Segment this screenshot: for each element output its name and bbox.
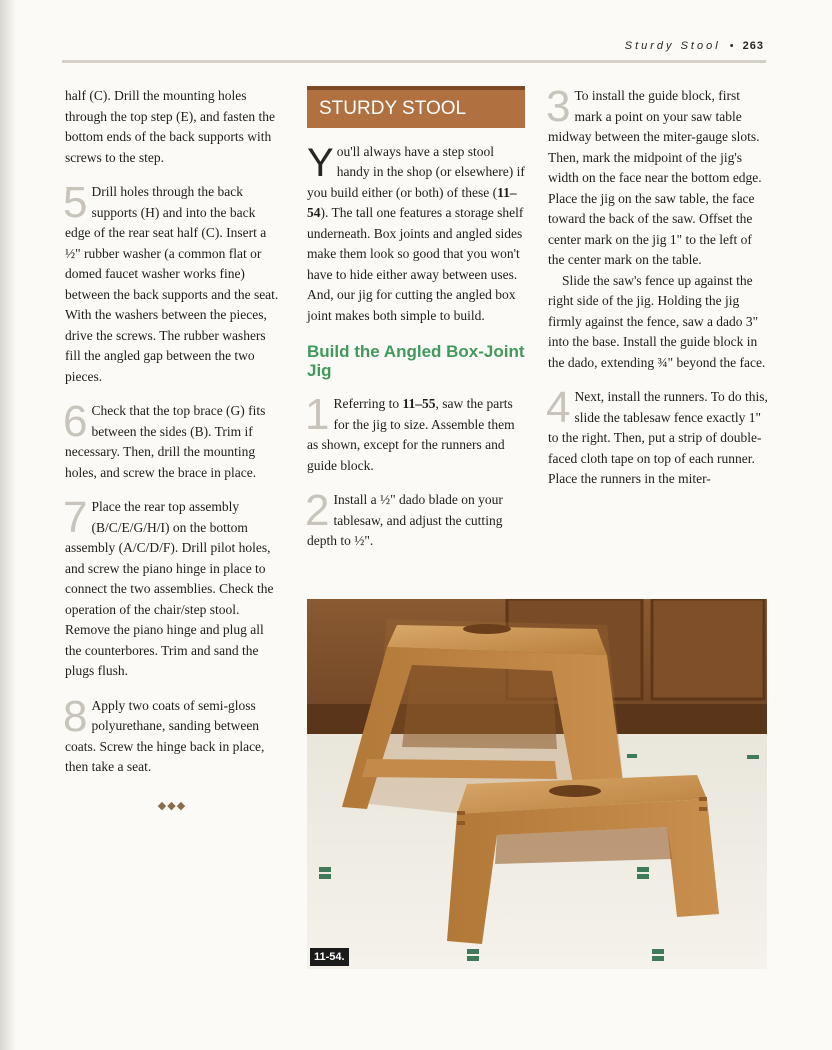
step-3-continued: Slide the saw's fence up against the right side of the jig. Holding the jig firmly against the fence, saw a dado 3" into the base. Install the guide block in the dado, extending ¾" beyond the face.	[548, 272, 766, 370]
step-text: Next, install the runners. To do this, slide the tablesaw fence exactly 1" to the right. Then, put a strip of double-faced cloth tape on top of each runner. Place the runners in the miter-	[548, 389, 768, 486]
col2-intro	[307, 142, 525, 327]
step-text-b: , saw the parts for the jig to size. Assemble them as shown, except for the runners and guide block.	[307, 396, 515, 473]
figure-reference: 11–54	[307, 184, 517, 220]
running-head	[625, 40, 764, 52]
stool-photo-illustration	[307, 599, 767, 969]
step-6	[63, 397, 279, 483]
step-number: 3	[546, 82, 571, 131]
end-ornament-icon: ◆◆◆	[157, 799, 187, 812]
column-2	[307, 86, 525, 552]
stool-photo	[307, 599, 767, 969]
page-gutter-shadow	[0, 0, 16, 1050]
step-4	[546, 383, 768, 490]
step-number: 1	[305, 390, 330, 439]
col1-intro: half (C). Drill the mounting holes through the top step (E), and fasten the bottom ends of the back supports with screws to the step.	[65, 88, 275, 165]
column-3	[546, 82, 768, 490]
running-head-title: Sturdy Stool	[624, 40, 721, 52]
step-7	[63, 493, 279, 682]
step-number: 8	[63, 691, 88, 741]
step-text: Drill holes through the back supports (H) and into the back edge of the rear seat half (C). Insert a ½" rubber washer (a common flat or domed faucet washer works fine) between the back supports and the seat. With the washers between the pieces, drive the screws. The rubber washers fill the angled gap between the two pieces.	[65, 184, 279, 384]
step-8	[63, 691, 279, 778]
figure-label: 11-54.	[310, 948, 349, 966]
step-number: 5	[63, 178, 88, 227]
step-number: 2	[305, 486, 330, 535]
step-text: Install a ½" dado blade on your tablesaw, and adjust the cutting depth to ½".	[307, 492, 503, 548]
intro-text-b: ). The tall one features a storage shelf underneath. Box joints and angled sides make them look so good that you won't have to hide either away between uses. And, our jig for cutting the angled box joint makes both simple to build.	[307, 205, 524, 323]
figure-reference: 11–55	[402, 396, 436, 411]
cabinet-door	[652, 599, 764, 699]
step-2	[305, 486, 525, 552]
step-5	[63, 178, 279, 387]
step-number: 7	[63, 493, 88, 542]
step-1	[305, 390, 525, 476]
step-3	[546, 82, 768, 271]
intro-text-a: ou'll always have a step stool handy in the shop (or elsewhere) if you build either (or both) of these (	[307, 143, 525, 200]
step-text: To install the guide block, first mark a point on your saw table midway between the miter-gauge slots. Then, mark the midpoint of the jig's width on the face near the bottom edge. Place the jig on the saw table, the face toward the back of the saw. Offset the center mark on the jig 1" to the left of the center mark on the table.	[548, 88, 762, 267]
subhead: Build the Angled Box-Joint Jig	[307, 342, 525, 380]
column-1	[65, 86, 279, 816]
step-text: Check that the top brace (G) fits between the sides (B). Trim if necessary. Then, drill the mounting holes, and screw the brace in place.	[65, 403, 266, 480]
section-banner: STURDY STOOL	[307, 86, 525, 128]
step-text: Place the rear top assembly (B/C/E/G/H/I) on the bottom assembly (A/C/D/F). Drill pilot holes, and screw the piano hinge in place to connect the two assemblies. Check the operation of the chair/step stool. Remove the piano hinge and plug all the counterbores. Trim and sand the plugs flush.	[65, 499, 274, 678]
drop-cap: Y	[307, 140, 334, 185]
running-head-bullet: •	[729, 40, 734, 52]
header-rule	[62, 60, 766, 63]
step-number: 4	[546, 383, 571, 432]
step-text: Apply two coats of semi-gloss polyurethane, sanding between coats. Screw the hinge back in place, then take a seat.	[65, 697, 265, 774]
step-text-a: Referring to	[333, 396, 403, 411]
page-number: 263	[742, 40, 764, 52]
step-number: 6	[63, 397, 88, 446]
